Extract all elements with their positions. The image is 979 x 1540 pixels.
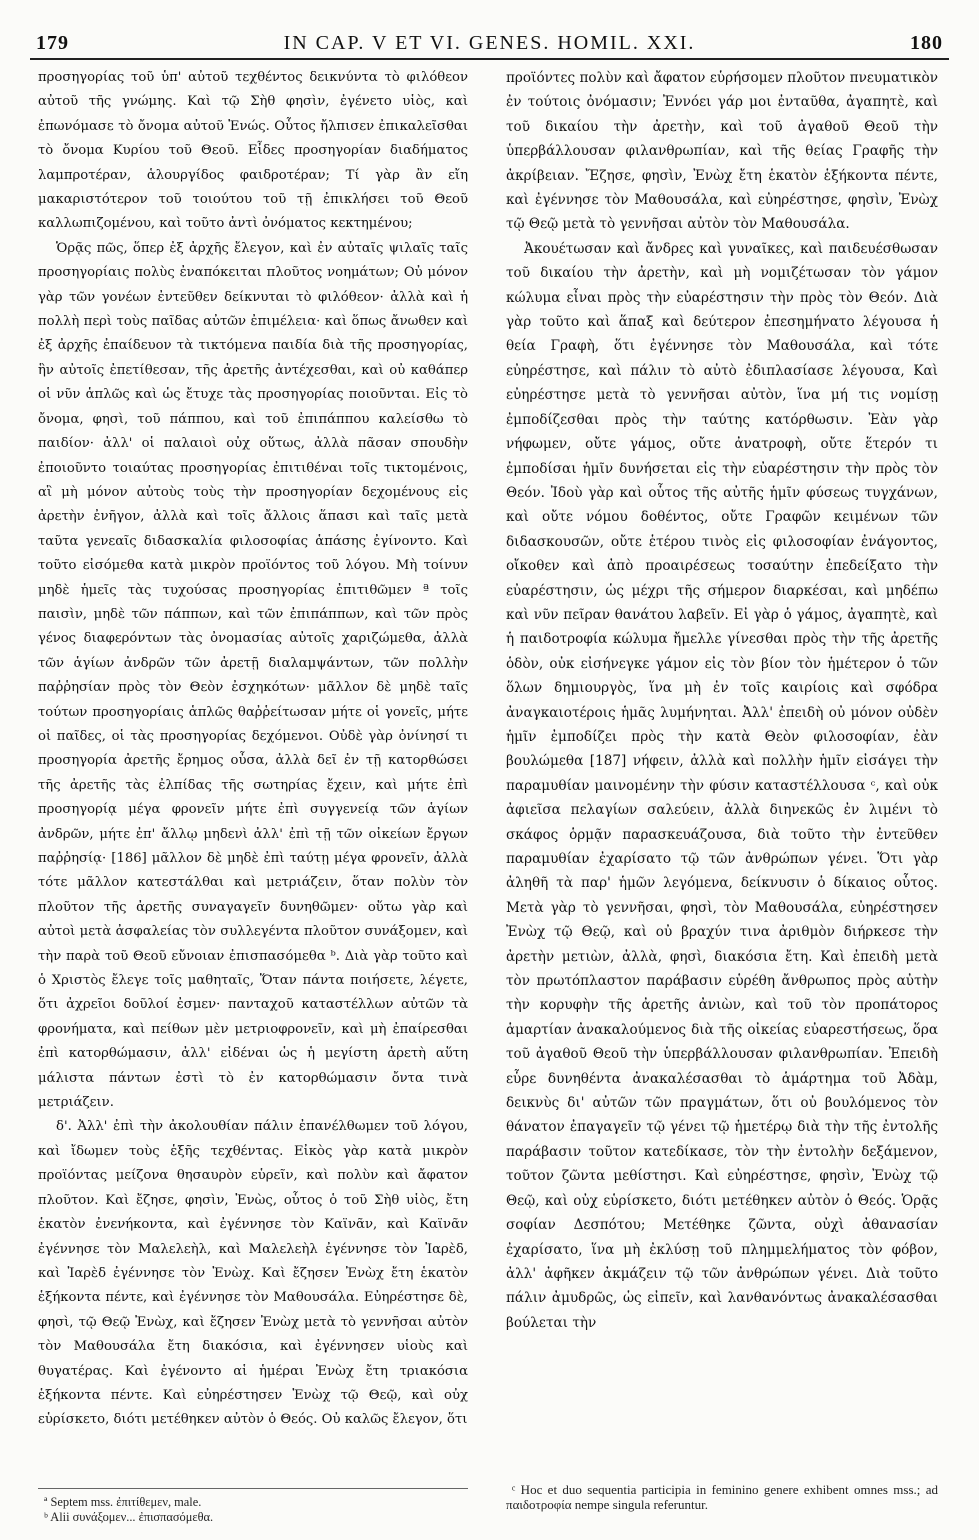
footnotes-right bbox=[506, 1482, 938, 1512]
left-column bbox=[38, 66, 468, 1433]
footnote-c: ᶜ Hoc et duo sequentia participia in feminino genere exhibent omnes mss.; ad παιδοτροφία nempe singula referuntur. bbox=[506, 1482, 938, 1512]
right-paragraph-2: Ἀκουέτωσαν καὶ ἄνδρες καὶ γυναῖκες, καὶ παιδευέσθωσαν τοῦ δικαίου τὴν ἀρετὴν, καὶ μὴ νομιζέτωσαν τὸν γάμον κώλυμα εἶναι πρὸς τὴν εὐαρέστησιν τὴν πρὸς τὸν Θεόν. Διὰ γὰρ τοῦτο καὶ ἅπαξ καὶ δεύτερον ἐπεσημήνατο λέγουσα ἡ θεία Γραφὴ, ὅτι ἐγέννησε τὸν Μαθουσάλα, καὶ τότε εὐηρέστησε, καὶ πάλιν τὸ αὐτὸ ἐδιπλασίασε λέγουσα, Καὶ εὐηρέστησε μετὰ τὸ γεννῆσαι αὐτὸν, ἵνα μή τις νομίσῃ ἐμποδίζεσθαι πρὸς τὴν ταύτης κατόρθωσιν. Ἐὰν γὰρ νήφωμεν, οὔτε γάμος, οὔτε ἀνατροφὴ, οὔτε ἕτερόν τι ἐμποδίσαι ἡμῖν δυνήσεται εἰς τὴν εὐαρέστησιν τὴν πρὸς τὸν Θεόν. Ἰδοὺ γὰρ καὶ οὗτος τῆς αὐτῆς ἡμῖν φύσεως τυγχάνων, καὶ οὔτε νόμου δοθέντος, οὔτε Γραφῶν κειμένων τῶν διδασκουσῶν, οὔτε ἑτέρου τινὸς εἰς φιλοσοφίαν ἐνάγοντος, οἴκοθεν καὶ ἀπὸ προαιρέσεως τοσαύτην ἐπεδείξατο τὴν εὐαρέστησιν, ὡς μέχρι τῆς σήμερον διαρκέσαι, καὶ μηδέπω καὶ νῦν πεῖραν θανάτου λαβεῖν. Εἰ γὰρ ὁ γάμος, ἀγαπητὲ, καὶ ἡ παιδοτροφία κώλυμα ἤμελλε γίνεσθαι πρὸς τὴν τῆς ἀρετῆς ὁδὸν, οὐκ εἰσήνεγκε γάμον εἰς τὸν βίον τὸν ἡμέτερον ὁ τῶν ὅλων δημιουργὸς, ἵνα μὴ ἐν τοῖς καιρίοις καὶ σφόδρα ἀναγκαιοτέροις ἡμᾶς λυμήνηται. Ἀλλ' ἐπειδὴ οὐ μόνον οὐδὲν ἡμῖν ἐμποδίζει πρὸς τὴν κατὰ Θεὸν φιλοσοφίαν, ἐὰν βουλώμεθα [187] νήφειν, ἀλλὰ καὶ πολλὴν ἡμῖν εἰσάγει τὴν παραμυθίαν μαινομένην τὴν φύσιν καταστέλλουσα ᶜ, καὶ οὐκ ἀφιεῖσα πελαγίων σαλεύειν, ἀλλὰ διηνεκῶς ἐν λιμένι τὸ σκάφος ὁρμᾷν παρασκευάζουσα, διὰ τοῦτο τὴν ἐντεῦθεν παραμυθίαν ἐχαρίσατο τῷ τῶν ἀνθρώπων γένει. Ὅτι γὰρ ἀληθῆ τὰ παρ' ἡμῶν λεγόμενα, δείκνυσιν ὁ δίκαιος οὗτος. Μετὰ γὰρ τὸ γεννῆσαι, φησὶ, τὸν Μαθουσάλα, εὐηρέστησεν Ἐνὼχ τῷ Θεῷ, καὶ οὐ βραχύν τινα ἀριθμὸν διήρκεσε τὴν ἀρετὴν μετιὼν, ἀλλὰ, φησὶ, διακόσια ἔτη. Καὶ ἐπειδὴ μετὰ τὸν πρωτόπλαστον παράβασιν εὑρέθη ἄνθρωπος πρὸς αὐτὴν τὴν κορυφὴν τῆς ἀρετῆς ἀνιὼν, καὶ τοῦ τὸν προπάτορος ἁμαρτίαν ἀνακαλούμενος διὰ τῆς οἰκείας εὐαρεστήσεως, ὅρα τοῦ ἀγαθοῦ Θεοῦ τὴν ὑπερβάλλουσαν φιλανθρωπίαν. Ἐπειδὴ εὗρε δυνηθέντα ἀνακαλέσασθαι τὸ ἁμάρτημα τοῦ Ἀδὰμ, δεικνὺς δι' αὐτῶν τῶν πραγμάτων, ὅτι οὐ βουλόμενος τὸν θάνατον ἐπαγαγεῖν τῷ γένει τῷ ἡμετέρῳ διὰ τὴν τῆς ἐντολῆς παράβασιν τοῦτον κατεδίκασε, τὸν τὴν ἐντολὴν δεξάμενον, τοῦτον ζῶντα μεθίστησι. Καὶ εὐηρέστησε, φησὶν, Ἐνὼχ τῷ Θεῷ, καὶ οὐχ εὑρίσκετο, διότι μετέθηκεν αὐτὸν ὁ Θεός. Ὁρᾷς σοφίαν Δεσπότου; Μετέθηκε ζῶντα, οὐχὶ ἀθανασίαν ἐχαρίσατο, ἵνα μὴ ἐκλύσῃ τοῦ πλημμελήματος τὸν φόβον, ἀλλ' ἀφῆκεν ἀκμάζειν τῷ τῶν ἀνθρώπων γένει. Διὰ τοῦτο πάλιν ἀμυδρῶς, ὡς εἰπεῖν, καὶ λανθανόντως ἀνακαλέσασθαι βούλεται τὴν bbox=[506, 240, 938, 1331]
left-paragraph-2: Ὁρᾷς πῶς, ὅπερ ἐξ ἀρχῆς ἔλεγον, καὶ ἐν αὐταῖς ψιλαῖς ταῖς προσηγορίαις πολὺς ἐναπόκειται πλοῦτος νοημάτων; Οὐ μόνον γὰρ τῶν γονέων ἐντεῦθεν δείκνυται τὸ φιλόθεον· ἀλλὰ καὶ ἡ πολλὴ περὶ τοὺς παῖδας αὐτῶν ἐπιμέλεια· καὶ ὅπως ἄνωθεν καὶ ἐξ ἀρχῆς ἐπαίδευον τὰ τικτόμενα παιδία διὰ τῆς προσηγορίας, ἣν αὐτοῖς ἐπετίθεσαν, τῆς ἀρετῆς ἀντέχεσθαι, καὶ οὐ καθάπερ οἱ νῦν ἁπλῶς καὶ ὡς ἔτυχε τὰς προσηγορίας ποιοῦνται. Εἰς τὸ ὄνομα, φησὶ, τοῦ πάππου, καὶ τοῦ ἐπιπάππου καλείσθω τὸ παιδίον· ἀλλ' οἱ παλαιοὶ οὐχ οὕτως, ἀλλὰ πᾶσαν σπουδὴν ἐποιοῦντο τοιαύτας προσηγορίας ἐπιτιθέναι τοῖς τικτομένοις, αἳ μὴ μόνον αὐτοὺς τοὺς τὴν προσηγορίαν δεχομένους εἰς ἀρετὴν ἐνῆγον, ἀλλὰ καὶ τοῖς ἄλλοις ἅπασι καὶ ταῖς μετὰ ταῦτα γενεαῖς διδασκαλία φιλοσοφίας ἁπάσης ἐγίνοντο. Καὶ τοῦτο εἰσόμεθα κατὰ μικρὸν προϊόντος τοῦ λόγου. Μὴ τοίνυν μηδὲ ἡμεῖς τὰς τυχούσας προσηγορίας ἐπιτιθῶμεν ª τοῖς παισὶν, μηδὲ τῶν πάππων, καὶ τῶν ἐπιπάππων, καὶ τῶν πρὸς γένος διαφερόντων τὰς ὀνομασίας αὐτοῖς χαριζώμεθα, ἀλλὰ τῶν ἁγίων ἀνδρῶν τῶν ἀρετῇ διαλαμψάντων, τῶν πολλὴν παῤῥησίαν πρὸς τὸν Θεὸν ἐσχηκότων· μᾶλλον δὲ μηδὲ ταῖς τούτων προσηγορίαις ἁπλῶς θαῤῥείτωσαν μήτε οἱ γονεῖς, μήτε οἱ παῖδες, οἱ τὰς προσηγορίας δεχόμενοι. Οὐδὲ γὰρ ὀνίνησί τι προσηγορία ἀρετῆς ἔρημος οὖσα, ἀλλὰ δεῖ ἐν τῇ κατορθώσει τῆς ἀρετῆς τὰς ἐλπίδας τῆς σωτηρίας ἔχειν, καὶ μήτε ἐπὶ προσηγορίᾳ μέγα φρονεῖν μήτε ἐπὶ συγγενείᾳ τῶν ἁγίων ἀνδρῶν, μήτε ἐπ' ἄλλῳ μηδενὶ ἀλλ' ἐπὶ τῇ τῶν οἰκείων ἔργων παῤῥησίᾳ· [186] μᾶλλον δὲ μηδὲ ἐπὶ ταύτῃ μέγα φρονεῖν, ἀλλὰ τότε μᾶλλον κατεστάλθαι καὶ μετριάζειν, ὅταν πολὺν τὸν πλοῦτον τῆς ἀρετῆς συναγαγεῖν δυνηθῶμεν· οὕτω γὰρ καὶ αὐτοὶ μετὰ ἀσφαλείας τὸν συλλεγέντα πλοῦτον συνάξομεν, καὶ τὴν παρὰ τοῦ Θεοῦ εὔνοιαν ἐπισπασόμεθα ᵇ. Διὰ γὰρ τοῦτο καὶ ὁ Χριστὸς ἔλεγε τοῖς μαθηταῖς, Ὅταν πάντα ποιήσετε, λέγετε, ὅτι ἀχρεῖοι δοῦλοί ἐσμεν· πανταχοῦ καταστέλλων αὐτῶν τὰ φρονήματα, καὶ πείθων μὲν μετριοφρονεῖν, καὶ μὴ ἐπαίρεσθαι ἐπὶ κατορθώμασιν, ἀλλ' εἰδέναι ὡς ἡ μεγίστη ἀρετὴ αὕτη μάλιστα πάντων ἐστὶ τὸ ἐν κατορθώμασιν ὄντα τινὰ μετριάζειν. bbox=[38, 240, 468, 1111]
right-paragraph-1: προϊόντες πολὺν καὶ ἄφατον εὑρήσομεν πλοῦτον πνευματικὸν ἐν τούτοις ὀνόμασιν; Ἐννόει γάρ μοι ἐνταῦθα, ἀγαπητὲ, καὶ τοῦ δικαίου τὴν ἀρετὴν, καὶ τοῦ ἀγαθοῦ Θεοῦ τὴν ὑπερβάλλουσαν φιλανθρωπίαν, καὶ τῆς θείας Γραφῆς τὴν ἀκρίβειαν. Ἔζησε, φησὶν, Ἐνὼχ ἔτη ἑκατὸν ἑξήκοντα πέντε, καὶ ἐγέννησε τὸν Μαθουσάλα, καὶ εὐηρέστησε, φησὶν, Ἐνὼχ τῷ Θεῷ μετὰ τὸ γεννῆσαι αὐτὸν τὸν Μαθουσάλα. bbox=[506, 70, 938, 233]
left-paragraph-3: δ'. Ἀλλ' ἐπὶ τὴν ἀκολουθίαν πάλιν ἐπανέλθωμεν τοῦ λόγου, καὶ ἴδωμεν τοὺς ἑξῆς τεχθέντας. Εἰκὸς γὰρ κατὰ μικρὸν προϊόντας μείζονα θησαυρὸν εὑρεῖν, καὶ πολὺν καὶ ἄφατον πλοῦτον. Καὶ ἔζησε, φησὶν, Ἐνὼς, οὗτος ὁ τοῦ Σὴθ υἱὸς, ἔτη ἑκατὸν ἐνενήκοντα, καὶ ἐγέννησε τὸν Καϊνᾶν, καὶ Καϊνᾶν ἐγέννησε τὸν Μαλελεὴλ, καὶ Μαλελεὴλ ἐγέννησε τὸν Ἰαρὲδ, καὶ Ἰαρὲδ ἐγέννησε τὸν Ἐνὼχ. Καὶ ἔζησεν Ἐνὼχ ἔτη ἑκατὸν ἑξήκοντα πέντε, καὶ ἐγέννησε τὸν Μαθουσάλα. Εὐηρέστησε δὲ, φησὶ, τῷ Θεῷ Ἐνὼχ, καὶ ἔζησεν Ἐνὼχ μετὰ τὸ γεννῆσαι αὐτὸν τὸν Μαθουσάλα ἔτη διακόσια, καὶ ἐγέννησεν υἱοὺς καὶ θυγατέρας. Καὶ ἐγένοντο αἱ ἡμέραι Ἐνὼχ ἔτη τριακόσια ἑξήκοντα πέντε. Καὶ εὐηρέστησεν Ἐνὼχ τῷ Θεῷ, καὶ οὐχ εὑρίσκετο, διότι μετέθηκεν αὐτὸν ὁ Θεός. Οὐ καλῶς ἔλεγον, ὅτι bbox=[38, 1119, 468, 1428]
page-number-right: 180 bbox=[910, 32, 943, 54]
page-number-left: 179 bbox=[36, 32, 69, 54]
running-title: IN CAP. V ET VI. GENES. HOMIL. XXI. bbox=[283, 32, 696, 54]
right-column bbox=[506, 66, 938, 1335]
running-head bbox=[30, 28, 949, 60]
footnote-a: ª Septem mss. ἐπιτίθεμεν, male. bbox=[44, 1495, 202, 1509]
footnotes-left bbox=[38, 1488, 468, 1525]
left-paragraph-1: προσηγορίας τοῦ ὑπ' αὐτοῦ τεχθέντος δεικνύντα τὸ φιλόθεον αὐτοῦ τῆς γνώμης. Καὶ τῷ Σὴθ φησὶν, ἐγένετο υἱὸς, καὶ ἐπωνόμασε τὸ ὄνομα αὐτοῦ Ἐνώς. Οὗτος ἤλπισεν ἐπικαλεῖσθαι τὸ ὄνομα Κυρίου τοῦ Θεοῦ. Εἶδες προσηγορίαν διαδήματος λαμπροτέραν, ἁλουργίδος φαιδροτέραν; Τί γὰρ ἂν εἴη μακαριστότερον τοῦ τοιούτου τοῦ τῇ ἐπικλήσει τοῦ Θεοῦ καλλωπιζομένου, καὶ τοῦτο ἀντὶ ὀνόματος κεκτημένου; bbox=[38, 70, 468, 232]
footnote-b: ᵇ Alii συνάξομεν... ἐπισπασόμεθα. bbox=[44, 1510, 214, 1524]
